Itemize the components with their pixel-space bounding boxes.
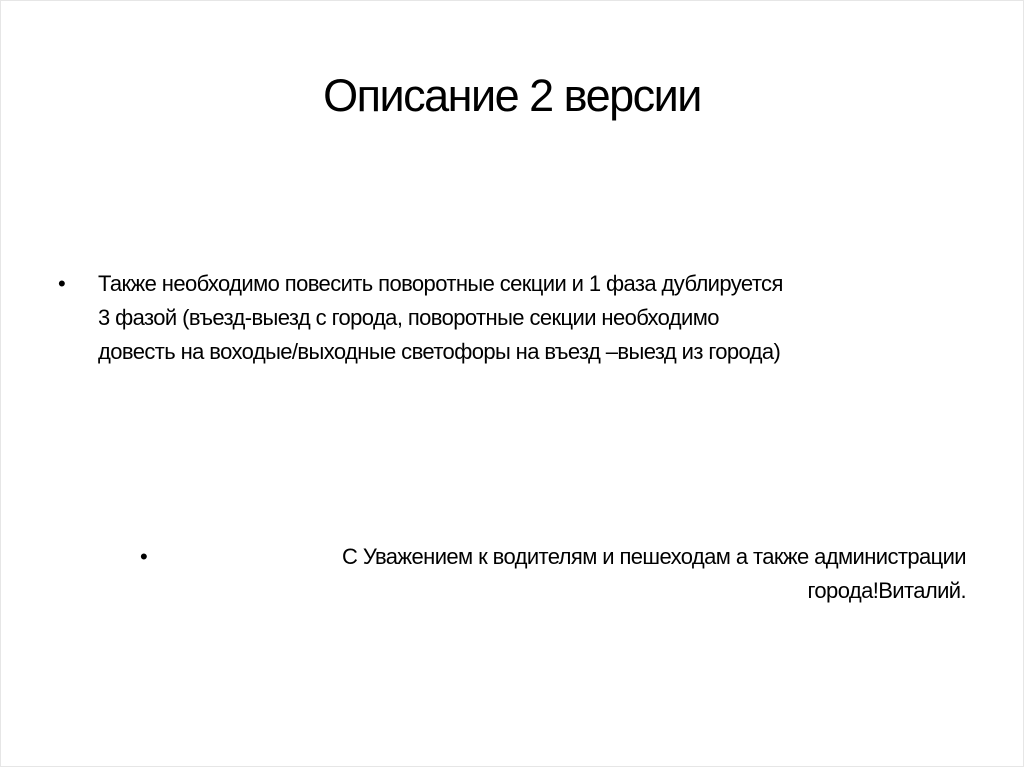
- bullet-item-phases: [58, 267, 783, 369]
- bullet-text-line: Также необходимо повесить поворотные секции и 1 фаза дублируется: [98, 271, 783, 296]
- bullet-text-line: города!Виталий.: [807, 578, 966, 603]
- bullet-text-line: 3 фазой (въезд-выезд с города, поворотные секции необходимо: [98, 305, 719, 330]
- bullet-item-signature: [140, 540, 966, 608]
- bullet-text-line: С Уважением к водителям и пешеходам а также администрации: [342, 544, 966, 569]
- bullet-icon: •: [140, 544, 148, 569]
- bullet-text-line: довесть на воходые/выходные светофоры на въезд –выезд из города): [98, 339, 781, 364]
- slide-title: Описание 2 версии: [323, 70, 701, 121]
- bullet-icon: •: [58, 271, 66, 296]
